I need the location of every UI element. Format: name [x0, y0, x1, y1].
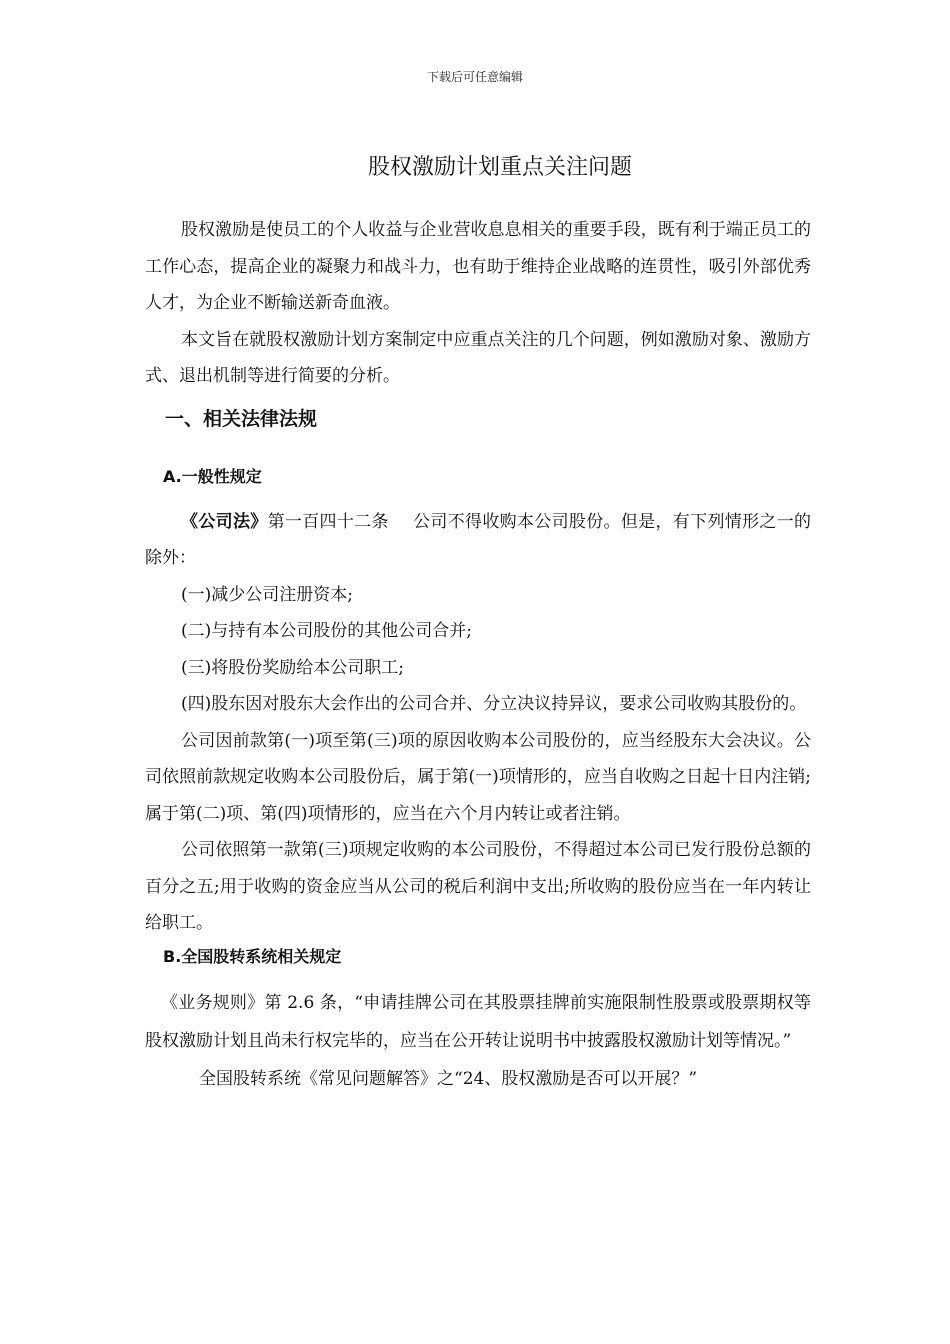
- law-paragraph-3: 公司依照第一款第(三)项规定收购的本公司股份，不得超过本公司已发行股份总额的百分之五;用于收购的资金应当从公司的税后利润中支出;所收购的股份应当在一年内转让给职工。: [145, 840, 811, 933]
- section-heading-1: 一、相关法律法规: [165, 407, 318, 430]
- document-body: [145, 212, 811, 1098]
- faq-paragraph: 全国股转系统《常见问题解答》之“24、股权激励是否可以开展？”: [199, 1068, 698, 1089]
- law-item-4: (四)股东因对股东大会作出的公司合并、分立决议持异议，要求公司收购其股份的。: [181, 694, 807, 714]
- page-header: 下载后可任意编辑: [426, 70, 523, 84]
- subsection-heading-b: B.全国股转系统相关规定: [163, 946, 342, 966]
- law-item-3: (三)将股份奖励给本公司职工;: [181, 657, 404, 678]
- law-name: 《公司法》: [181, 511, 268, 532]
- law-article: 第一百四十二条: [267, 511, 389, 532]
- intro-paragraph-2: 本文旨在就股权激励计划方案制定中应重点关注的几个问题，例如激励对象、激励方式、退出机制等进行简要的分析。: [145, 329, 811, 386]
- subsection-heading-a: A.一般性规定: [163, 467, 262, 486]
- law-text: 公司不得收购本公司股份。但是，有下列情形之一的除外：: [145, 511, 812, 568]
- law-paragraph: [145, 504, 811, 577]
- document-title: 股权激励计划重点关注问题: [367, 155, 632, 180]
- law-item-1: (一)减少公司注册资本;: [181, 584, 353, 605]
- intro-paragraph-1: 股权激励是使员工的个人收益与企业营收息息相关的重要手段，既有利于端正员工的工作心态，提高企业的凝聚力和战斗力，也有助于维持企业战略的连贯性，吸引外部优秀人才，为企业不断输送新奇血液。: [145, 220, 811, 313]
- rules-paragraph: 《业务规则》第 2.6 条，“申请挂牌公司在其股票挂牌前实施限制性股票或股票期权等股权激励计划且尚未行权完毕的，应当在公开转让说明书中披露股权激励计划等情况。”: [145, 992, 811, 1051]
- law-paragraph-2: 公司因前款第(一)项至第(三)项的原因收购本公司股份的，应当经股东大会决议。公司依照前款规定收购本公司股份后，属于第(一)项情形的，应当自收购之日起十日内注销;属于第(二)项、第(四)项情形的，应当在六个月内转让或者注销。: [145, 730, 811, 824]
- law-item-2: (二)与持有本公司股份的其他公司合并;: [181, 621, 472, 641]
